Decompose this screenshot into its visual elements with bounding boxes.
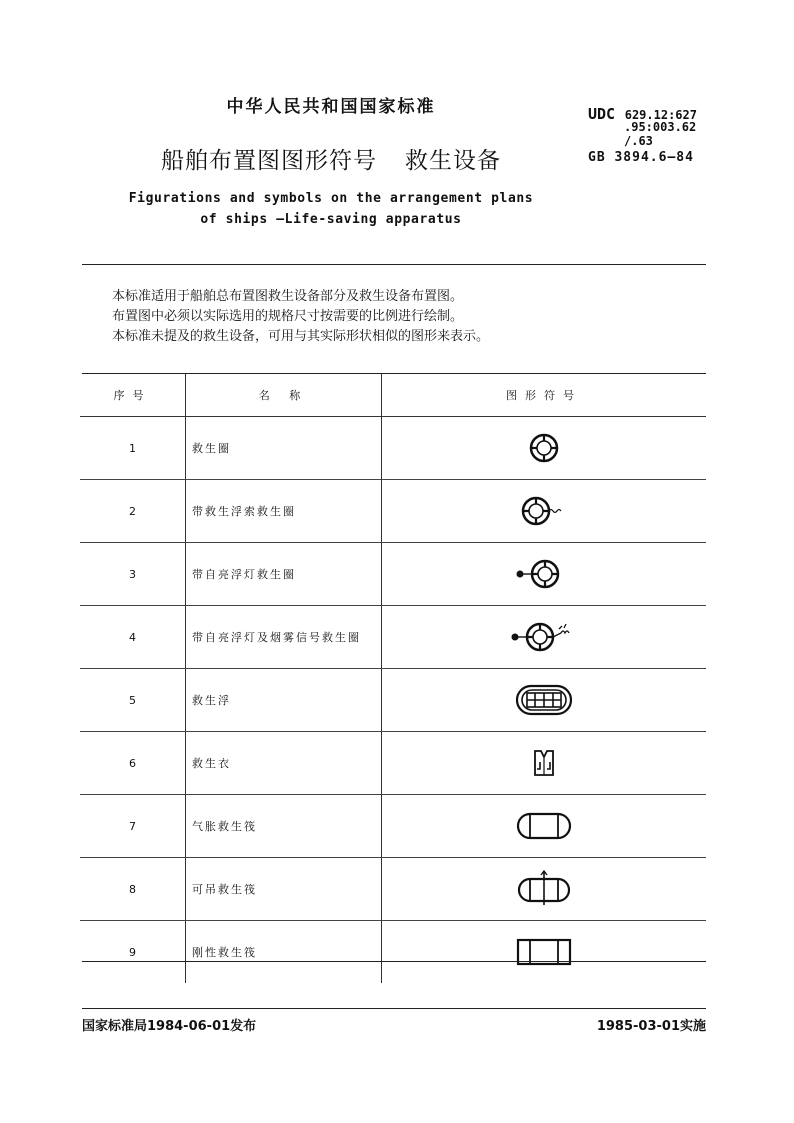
row-symbol — [382, 795, 707, 858]
intro-line1: 本标准适用于船舶总布置图救生设备部分及救生设备布置图。 — [112, 289, 464, 304]
table-row — [80, 921, 706, 984]
gb-standard-number: GB 3894.6—84 — [588, 150, 694, 165]
row-name: 救生衣 — [186, 732, 382, 795]
header-symbol: 图形符号 — [382, 374, 707, 417]
row-symbol — [382, 669, 707, 732]
row-no: 1 — [80, 417, 186, 480]
title-main: 船舶布置图图形符号 — [161, 148, 377, 174]
row-symbol — [382, 732, 707, 795]
lifebuoy-icon — [514, 428, 574, 468]
table-header-row — [80, 374, 706, 417]
row-name: 救生圈 — [186, 417, 382, 480]
lifejacket-icon — [524, 743, 564, 783]
table-row — [80, 543, 706, 606]
row-no: 3 — [80, 543, 186, 606]
effective-date: 1985-03-01实施 — [596, 1019, 706, 1034]
row-no: 6 — [80, 732, 186, 795]
rigid-liferaft-icon — [514, 932, 574, 972]
header-divider — [82, 264, 706, 265]
row-no: 9 — [129, 945, 136, 959]
row-name: 可吊救生筏 — [186, 858, 382, 921]
table-bottom-rule — [82, 961, 706, 962]
udc-line3: /.63 — [624, 134, 653, 148]
table-row — [80, 858, 706, 921]
row-name: 带自亮浮灯及烟雾信号救生圈 — [186, 606, 382, 669]
row-symbol — [382, 417, 707, 480]
row-name: 气胀救生筏 — [186, 795, 382, 858]
lifebuoy-with-light-smoke-icon — [509, 617, 579, 657]
inflatable-liferaft-icon — [514, 806, 574, 846]
udc-line2: .95:003.62 — [624, 120, 697, 134]
title-sub: 救生设备 — [405, 148, 501, 174]
row-no: 8 — [80, 858, 186, 921]
row-symbol — [382, 480, 707, 543]
table-row — [80, 795, 706, 858]
intro-line3: 本标准未提及的救生设备，可用与其实际形状相似的图形来表示。 — [112, 329, 490, 344]
row-symbol — [382, 543, 707, 606]
row-no: 5 — [80, 669, 186, 732]
document-title-cn — [0, 142, 662, 175]
row-no: 4 — [80, 606, 186, 669]
header-serial-no: 序号 — [80, 374, 186, 417]
intro-line2: 布置图中必须以实际选用的规格尺寸按需要的比例进行绘制。 — [112, 309, 464, 324]
document-title-en — [0, 188, 662, 230]
intro-paragraph — [112, 287, 489, 347]
footer-rule — [82, 1008, 706, 1009]
row-no: 7 — [80, 795, 186, 858]
header-name: 名 称 — [186, 374, 382, 417]
row-symbol — [382, 858, 707, 921]
row-symbol — [382, 921, 707, 984]
table-row — [80, 606, 706, 669]
udc-classification — [588, 104, 697, 148]
symbols-table — [80, 374, 706, 983]
title-en-line1: Figurations and symbols on the arrangement plans — [128, 191, 534, 206]
issuing-organization: 中华人民共和国国家标准 — [226, 97, 436, 117]
lifebuoy-with-line-icon — [509, 491, 579, 531]
table-row — [80, 669, 706, 732]
row-name: 带自亮浮灯救生圈 — [186, 543, 382, 606]
issue-date: 国家标准局1984-06-01发布 — [82, 1019, 257, 1034]
row-symbol — [382, 606, 707, 669]
lifebuoy-with-light-icon — [514, 554, 574, 594]
buoyant-apparatus-icon — [514, 680, 574, 720]
table-row — [80, 480, 706, 543]
row-no: 2 — [80, 480, 186, 543]
title-en-line2: of ships —Life-saving apparatus — [200, 212, 462, 227]
udc-label: UDC — [588, 105, 616, 123]
table-row — [80, 417, 706, 480]
row-name: 刚性救生筏 — [186, 921, 382, 984]
row-name: 带救生浮索救生圈 — [186, 480, 382, 543]
davit-liferaft-icon — [514, 869, 574, 909]
table-row — [80, 732, 706, 795]
udc-line1: 629.12:627 — [624, 108, 697, 122]
row-name: 救生浮 — [186, 669, 382, 732]
